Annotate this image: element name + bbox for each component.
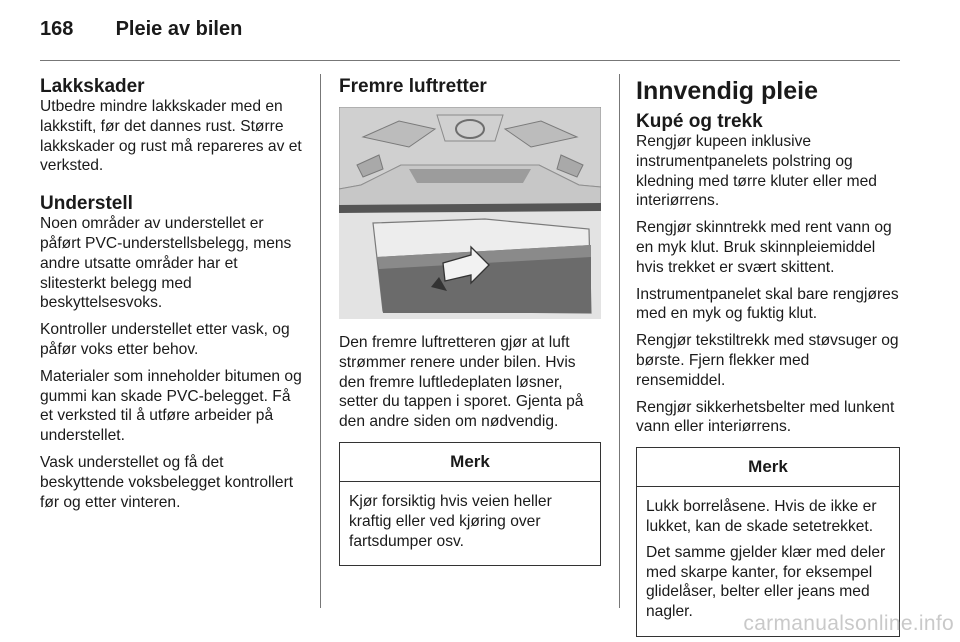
note-text: Det samme gjelder klær med deler med skarpe kanter, for eksempel glidelåser, belter eller jeans med nagler.	[646, 543, 886, 621]
paragraph: Rengjør kupeen inklusive instrumentpanelets polstring og kledning med tørre kluter eller med interiørrens.	[636, 133, 877, 210]
note-body	[340, 482, 600, 565]
section-heading-understell: Understell	[40, 193, 133, 215]
header-divider	[40, 60, 900, 61]
note-title: Merk	[637, 448, 899, 487]
note-text: Lukk borrelåsene. Hvis de ikke er lukket, kan de skade setetrekket.	[646, 498, 877, 535]
paragraph: Rengjør tekstiltrekk med støvsuger og børste. Fjern flekker med rensemiddel.	[636, 332, 899, 389]
paragraph: Den fremre luftretteren gjør at luft strømmer renere under bilen. Hvis den fremre luftledeplaten løsner, setter du tappen i sporet. Gjenta på den andre siden om nødvendig.	[339, 334, 584, 431]
paragraph: Instrumentpanelet skal bare rengjøres med en myk og fuktig klut.	[636, 285, 899, 323]
note-title: Merk	[340, 443, 600, 482]
right-column	[636, 76, 900, 637]
paragraph: Rengjør skinntrekk med rent vann og en myk klut. Bruk skinnpleiemiddel hvis trekket er svært skittent.	[636, 219, 892, 276]
paragraph: Rengjør sikkerhetsbelter med lunkent vann eller interiørrens.	[636, 398, 895, 436]
left-column	[40, 76, 306, 519]
middle-column	[339, 76, 601, 566]
note-text: Kjør forsiktig hvis veien heller kraftig eller ved kjøring over fartsdumper osv.	[349, 492, 552, 550]
note-box	[339, 442, 601, 566]
paragraph: Vask understellet og få det beskyttende voksbelegget kontrollert før og etter vinteren.	[40, 453, 294, 511]
paragraph: Noen områder av understellet er påført PVC-understellsbelegg, mens andre utsatte områder har et slitesterkt belegg med beskyttelsesvoks.	[40, 215, 292, 312]
note-box	[636, 447, 900, 637]
paragraph: Materialer som inneholder bitumen og gummi kan skade PVC-belegget. Få et verksted til å utføre arbeider på understellet.	[40, 367, 302, 445]
column-divider-2	[619, 74, 620, 608]
car-front-illustration	[339, 107, 601, 319]
section-heading-innvendig-pleie: Innvendig pleie	[636, 77, 818, 105]
page-header	[40, 18, 242, 41]
section-heading-fremre-luftretter: Fremre luftretter	[339, 76, 487, 97]
page-number: 168	[40, 18, 74, 40]
subheading-kupe-og-trekk: Kupé og trekk	[636, 111, 763, 132]
watermark: carmanualsonline.info	[743, 612, 954, 635]
section-heading-lakkskader: Lakkskader	[40, 76, 145, 97]
page-title: Pleie av bilen	[115, 18, 243, 40]
paragraph: Kontroller understellet etter vask, og påfør voks etter behov.	[40, 321, 290, 358]
column-divider-1	[320, 74, 321, 608]
paragraph: Utbedre mindre lakkskader med en lakkstift, før det dannes rust. Større lakkskader og rust må repareres av et verksted.	[40, 98, 302, 175]
